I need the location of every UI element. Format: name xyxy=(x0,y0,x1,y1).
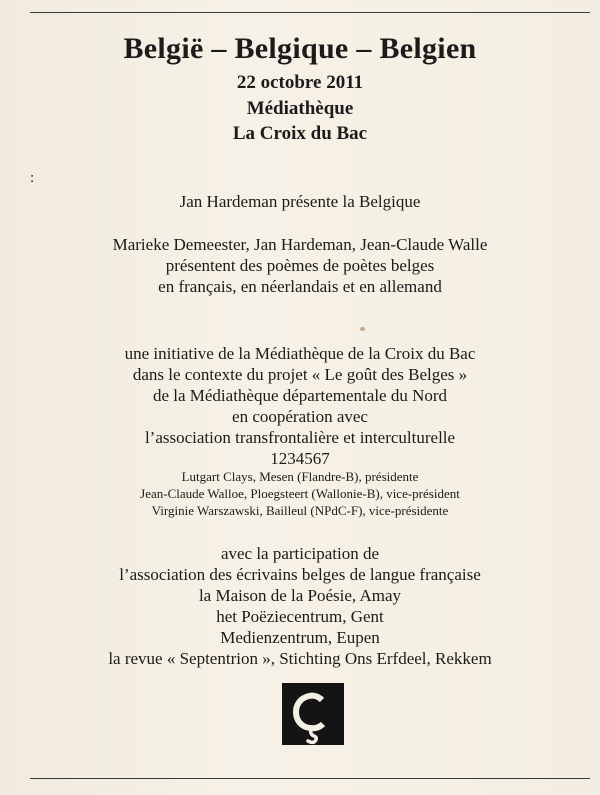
initiative-line: l’association transfrontalière et interculturelle xyxy=(144,428,456,447)
poets-block xyxy=(0,234,600,297)
participation-block xyxy=(0,543,600,669)
presenter-line: Jan Hardeman présente la Belgique xyxy=(179,192,421,211)
top-rule xyxy=(30,12,590,13)
event-venue: Médiathèque xyxy=(246,98,354,119)
c-cedilla-logo-icon xyxy=(282,683,344,745)
poets-line: Marieke Demeester, Jan Hardeman, Jean-Claude Walle xyxy=(112,235,488,254)
event-place: La Croix du Bac xyxy=(232,123,368,144)
participation-line: avec la participation de xyxy=(220,544,380,563)
initiative-line: de la Médiathèque départementale du Nord xyxy=(152,386,448,405)
ink-speck xyxy=(360,327,365,331)
poets-line: en français, en néerlandais et en allemand xyxy=(158,277,442,296)
participation-line: la Maison de la Poésie, Amay xyxy=(198,586,402,605)
officers-block xyxy=(0,468,600,519)
officer-line: Lutgart Clays, Mesen (Flandre-B), présidente xyxy=(181,469,419,484)
participation-line: het Poëziecentrum, Gent xyxy=(216,607,384,626)
initiative-line: 1234567 xyxy=(270,449,330,468)
c-cedilla-glyph xyxy=(282,683,344,745)
initiative-line: dans le contexte du projet « Le goût des Belges » xyxy=(132,365,468,384)
officer-line: Jean-Claude Walloe, Ploegsteert (Wallonie-B), vice-président xyxy=(140,486,460,501)
event-date: 22 octobre 2011 xyxy=(236,72,364,93)
initiative-line: une initiative de la Médiathèque de la Croix du Bac xyxy=(124,344,476,363)
page-title: België – Belgique – Belgien xyxy=(123,32,477,65)
bottom-rule xyxy=(30,778,590,779)
initiative-line: en coopération avec xyxy=(232,407,368,426)
poets-line: présentent des poèmes de poètes belges xyxy=(165,256,435,275)
officer-line: Virginie Warszawski, Bailleul (NPdC-F), vice-présidente xyxy=(151,503,449,518)
stray-mark: : xyxy=(30,170,35,186)
initiative-block xyxy=(0,343,600,469)
participation-line: la revue « Septentrion », Stichting Ons Erfdeel, Rekkem xyxy=(108,649,492,668)
participation-line: l’association des écrivains belges de langue française xyxy=(119,565,481,584)
participation-line: Medienzentrum, Eupen xyxy=(220,628,380,647)
